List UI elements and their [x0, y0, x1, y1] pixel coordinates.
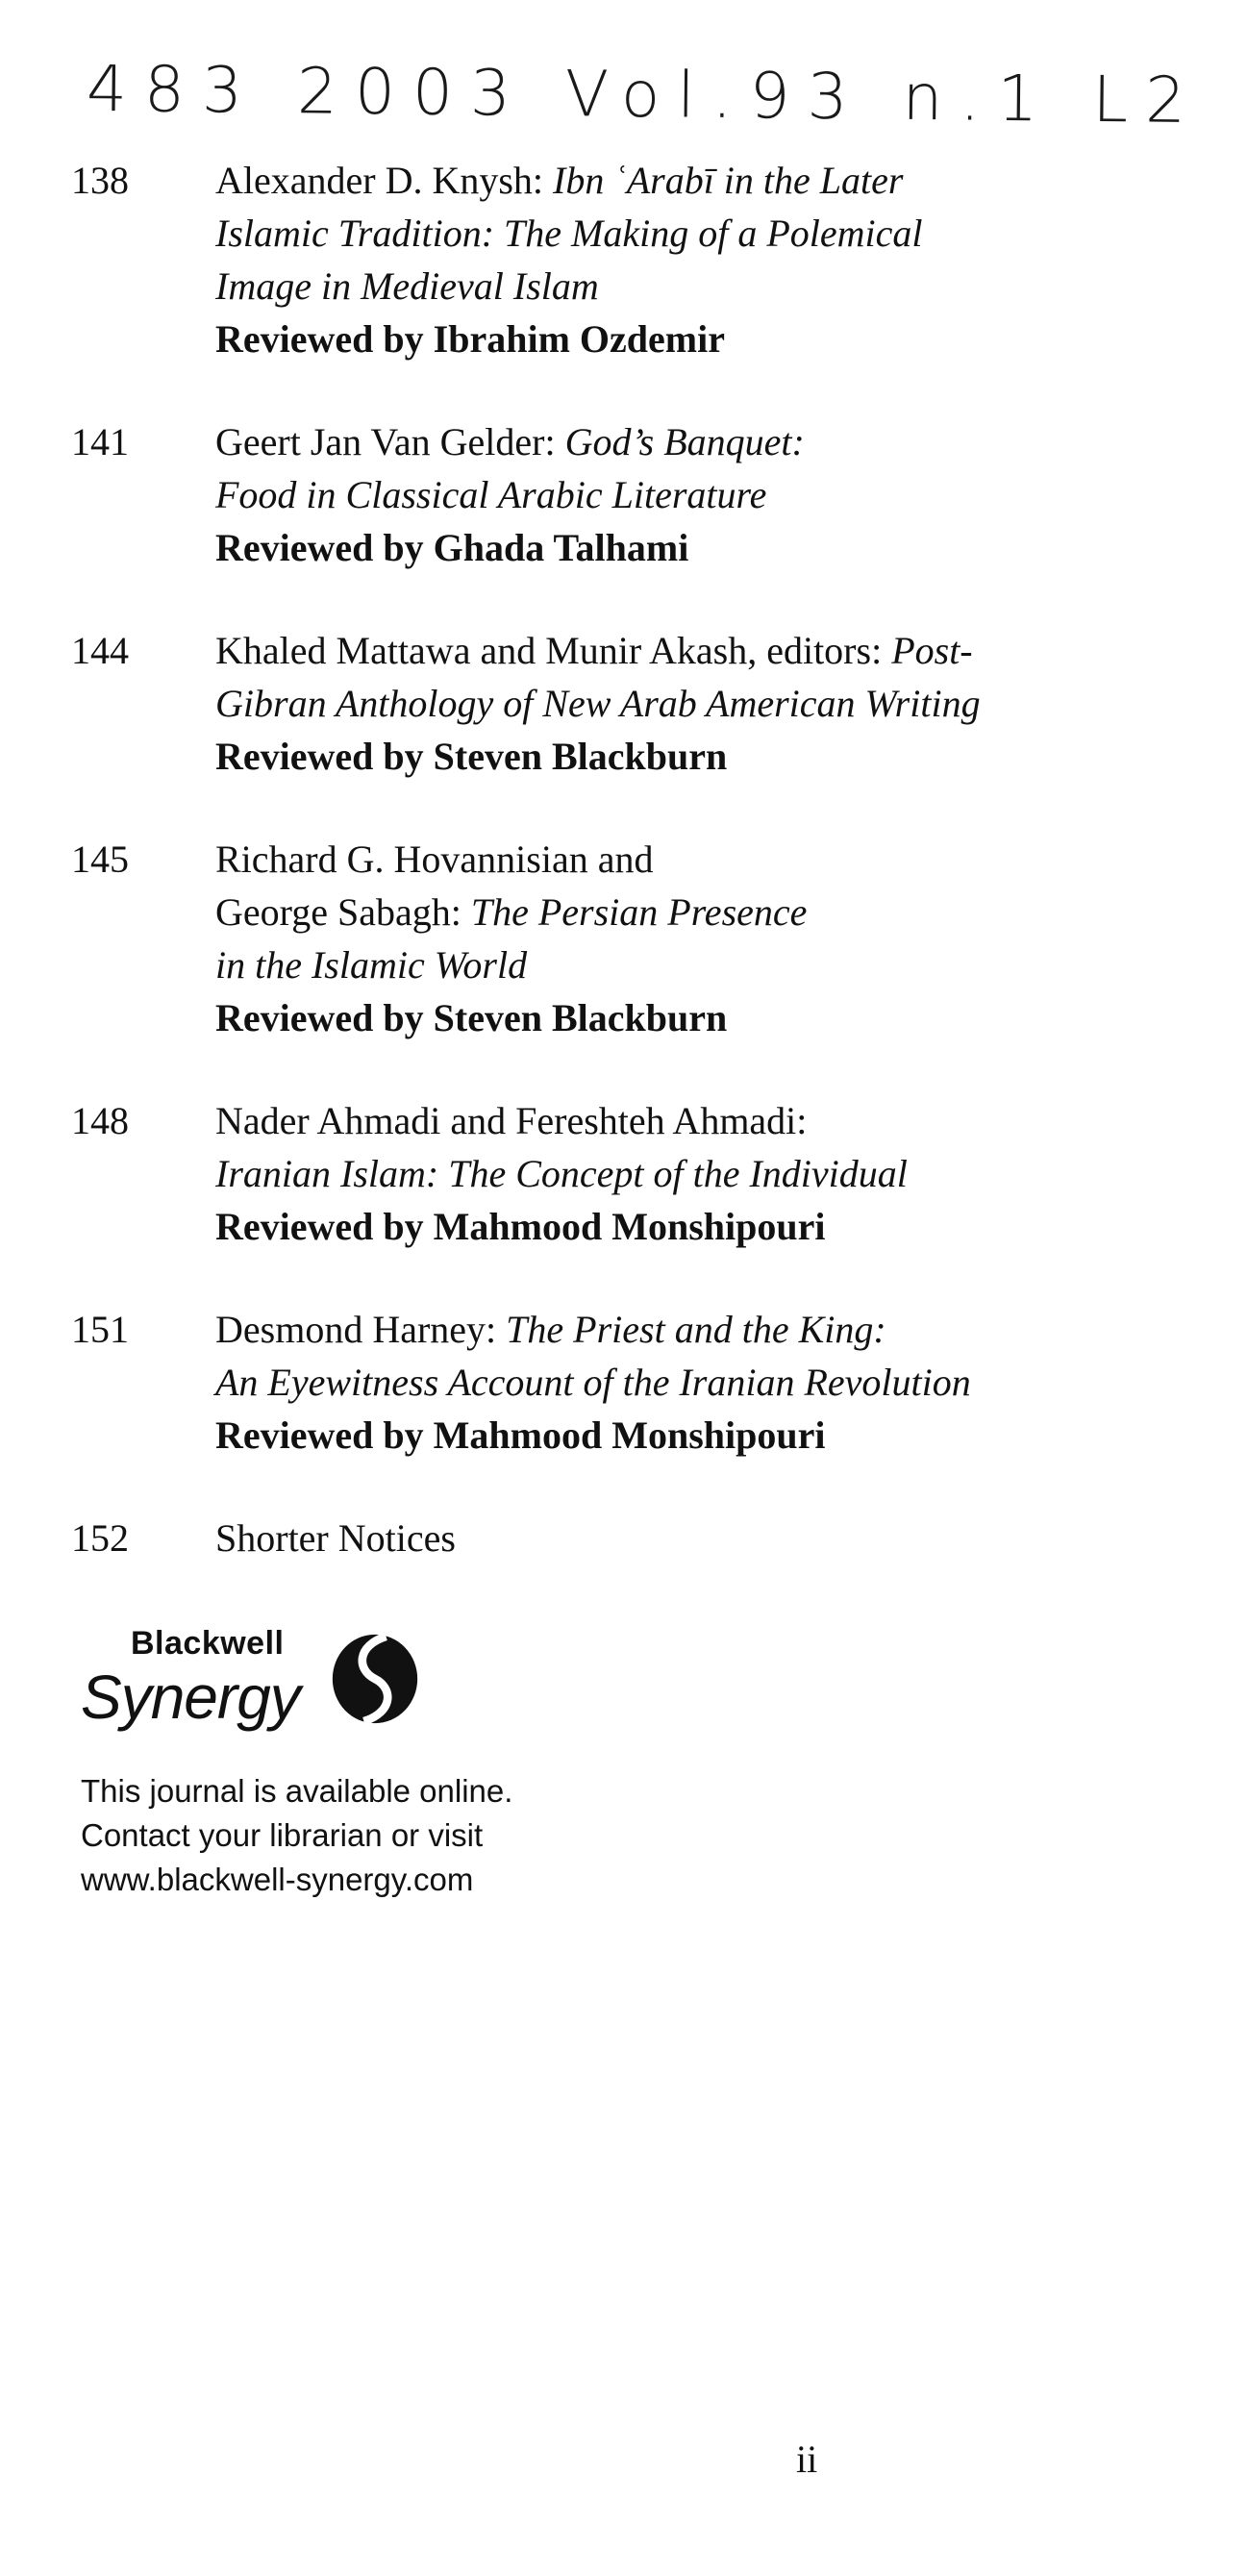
toc-page-number: 141 [71, 420, 129, 463]
toc-page-number: 151 [71, 1308, 129, 1351]
logo-note-line: Contact your librarian or visit [81, 1817, 484, 1853]
toc-page-number: 144 [71, 629, 129, 672]
blackwell-synergy-notice [81, 1625, 754, 1902]
toc-citation-line [215, 833, 1177, 886]
reviewer-credit: Reviewed by Ibrahim Ozdemir [215, 317, 725, 361]
logo-note-line: This journal is available online. [81, 1773, 513, 1809]
book-title-text: God’s Banquet: [564, 420, 805, 463]
toc-entry [71, 833, 1177, 1044]
toc-page-number: 138 [71, 159, 129, 202]
author-text: Nader Ahmadi and Fereshteh Ahmadi: [215, 1099, 808, 1142]
table-of-contents [71, 154, 1177, 1614]
toc-citation-line [215, 1094, 1177, 1147]
book-title-text: in the Islamic World [215, 943, 528, 987]
toc-citation-line [215, 1356, 1177, 1409]
toc-entry-body [215, 624, 1177, 783]
toc-citation-line [215, 1512, 1177, 1564]
logo-brand-bottom: Synergy [81, 1663, 300, 1732]
toc-entry-body [215, 154, 1177, 365]
book-title-text: Image in Medieval Islam [215, 264, 599, 308]
reviewer-credit: Reviewed by Steven Blackburn [215, 735, 728, 778]
blackwell-synergy-logo [81, 1625, 754, 1769]
toc-entry [71, 624, 1177, 783]
toc-page-number: 145 [71, 838, 129, 881]
toc-citation-line [215, 260, 1177, 313]
toc-entry [71, 154, 1177, 365]
reviewer-credit: Reviewed by Ghada Talhami [215, 526, 689, 569]
toc-entry-body [215, 415, 1177, 574]
book-title-text: An Eyewitness Account of the Iranian Revolution [215, 1361, 971, 1404]
handwritten-call-number: 483 2003 Vol.93 n.1 L2 [86, 51, 1204, 138]
book-title-text: Ibn ʿArabī in the Later [553, 159, 904, 202]
book-title-text: The Priest and the King: [506, 1308, 886, 1351]
book-title-text: Post- [891, 629, 973, 672]
author-text: Shorter Notices [215, 1516, 456, 1560]
toc-citation-line [215, 468, 1177, 521]
toc-entry [71, 415, 1177, 574]
website-link[interactable]: www.blackwell-synergy.com [81, 1862, 474, 1897]
toc-citation-line [215, 1303, 1177, 1356]
book-title-text: Gibran Anthology of New Arab American Writing [215, 682, 981, 725]
toc-entry [71, 1512, 1177, 1564]
author-text: George Sabagh: [215, 890, 471, 934]
toc-entry-body [215, 1094, 1177, 1253]
author-text: Geert Jan Van Gelder: [215, 420, 565, 463]
toc-citation-line [215, 415, 1177, 468]
reviewer-credit: Reviewed by Steven Blackburn [215, 996, 728, 1039]
book-title-text: Food in Classical Arabic Literature [215, 473, 767, 516]
toc-entry [71, 1303, 1177, 1462]
toc-entry-body [215, 1512, 1177, 1564]
toc-citation-line [215, 677, 1177, 730]
book-title-text: The Persian Presence [470, 890, 808, 934]
book-title-text: Iranian Islam: The Concept of the Individual [215, 1152, 908, 1195]
toc-citation-line [215, 154, 1177, 207]
page-number: ii [796, 2438, 818, 2481]
reviewer-credit: Reviewed by Mahmood Monshipouri [215, 1205, 826, 1248]
toc-entry [71, 1094, 1177, 1253]
reviewer-credit: Reviewed by Mahmood Monshipouri [215, 1413, 826, 1457]
toc-page-number: 148 [71, 1099, 129, 1142]
toc-entry-body [215, 833, 1177, 1044]
author-text: Richard G. Hovannisian and [215, 838, 654, 881]
author-text: Desmond Harney: [215, 1308, 507, 1351]
online-availability-note [81, 1769, 754, 1902]
toc-entry-body [215, 1303, 1177, 1462]
toc-citation-line [215, 938, 1177, 991]
toc-citation-line [215, 1147, 1177, 1200]
author-text: Alexander D. Knysh: [215, 159, 554, 202]
toc-citation-line [215, 207, 1177, 260]
logo-brand-top: Blackwell [131, 1625, 285, 1662]
synergy-swirl-icon [329, 1631, 421, 1727]
author-text: Khaled Mattawa and Munir Akash, editors: [215, 629, 892, 672]
toc-citation-line [215, 624, 1177, 677]
toc-citation-line [215, 886, 1177, 938]
book-title-text: Islamic Tradition: The Making of a Polemical [215, 212, 923, 255]
toc-page-number: 152 [71, 1516, 129, 1560]
